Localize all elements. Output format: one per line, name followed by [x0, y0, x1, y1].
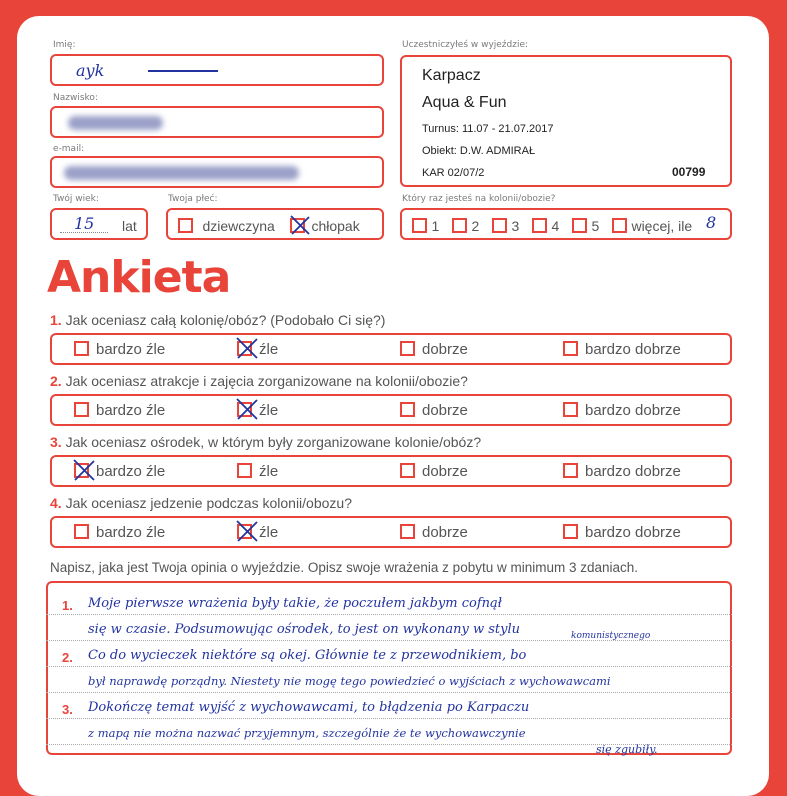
answer-option-4[interactable] [563, 463, 681, 480]
raz-label-2: 2 [471, 217, 480, 234]
checkbox[interactable] [237, 463, 252, 478]
opinion-line-3: Co do wycieczek niektóre są okej. Głównie te z przewodnikiem, bo [88, 648, 527, 663]
checkbox[interactable] [237, 341, 252, 356]
plec-dziewczyna-label: dziewczyna [202, 217, 275, 234]
answer-option-3[interactable] [400, 341, 468, 358]
answer-row-1 [50, 333, 732, 365]
answer-label: źle [259, 402, 279, 419]
camp-obiekt: Obiekt: D.W. ADMIRAŁ [422, 145, 536, 157]
opinion-line-1: Moje pierwsze wrażenia były takie, że poczułem jakbym cofnął [88, 596, 502, 611]
checkbox[interactable] [612, 218, 627, 233]
answer-option-3[interactable] [400, 524, 468, 541]
line-number-2: 2. [62, 650, 73, 665]
line-number-1: 1. [62, 598, 73, 613]
checkbox[interactable] [178, 218, 193, 233]
checkbox[interactable] [74, 524, 89, 539]
answer-row-2 [50, 394, 732, 426]
checkbox[interactable] [412, 218, 427, 233]
plec-chlopak[interactable] [290, 217, 360, 235]
question-4 [50, 495, 352, 511]
answer-option-2[interactable] [237, 341, 278, 358]
camp-name: Aqua & Fun [422, 94, 507, 111]
imie-value: ayk [76, 61, 105, 80]
answer-option-1[interactable] [74, 524, 165, 541]
checkbox[interactable] [290, 218, 305, 233]
ktory-raz-field [400, 208, 732, 240]
question-text: Jak oceniasz ośrodek, w którym były zorganizowane kolonie/obóz? [65, 434, 482, 450]
answer-label: bardzo źle [96, 463, 166, 480]
wiek-field[interactable] [50, 208, 148, 240]
plec-chlopak-label: chłopak [311, 217, 360, 234]
answer-label: bardzo źle [96, 524, 166, 541]
check-x-icon [236, 337, 258, 359]
camp-turnus: Turnus: 11.07 - 21.07.2017 [422, 123, 554, 135]
checkbox[interactable] [532, 218, 547, 233]
opinion-line-2: się w czasie. Podsumowując ośrodek, to jest on wykonany w stylu [88, 622, 520, 637]
opinion-prompt: Napisz, jaka jest Twoja opinia o wyjeździe. Opisz swoje wrażenia z pobytu w minimum 3 zdaniach. [50, 560, 639, 575]
answer-option-4[interactable] [563, 524, 681, 541]
checkbox[interactable] [74, 463, 89, 478]
question-number: 2. [50, 373, 62, 389]
raz-option-3[interactable] [492, 217, 519, 235]
answer-label: źle [259, 341, 279, 358]
insert-note: komunistycznego [571, 631, 651, 641]
plec-field [166, 208, 384, 240]
check-x-icon [236, 398, 258, 420]
opinion-line-4: był naprawdę porządny. Niestety nie mogę tego powiedzieć o wyjściach z wychowawcami [88, 674, 611, 688]
raz-option-more[interactable] [612, 217, 692, 235]
answer-label: bardzo dobrze [585, 341, 681, 358]
opinion-line-5: Dokończę temat wyjść z wychowawcami, to błądzenia po Karpaczu [88, 700, 530, 715]
answer-label: dobrze [422, 402, 468, 419]
raz-label-1: 1 [431, 217, 440, 234]
opinion-lines [46, 583, 732, 756]
ktory-raz-label: Który raz jesteś na kolonii/obozie? [402, 194, 556, 204]
email-label: e-mail: [53, 144, 85, 154]
checkbox[interactable] [563, 341, 578, 356]
checkbox[interactable] [563, 402, 578, 417]
answer-label: bardzo źle [96, 402, 166, 419]
check-x-icon [236, 520, 258, 542]
nazwisko-label: Nazwisko: [53, 93, 98, 103]
page-title: Ankieta [47, 252, 231, 303]
answer-option-2[interactable] [237, 463, 278, 480]
raz-more-value: 8 [706, 213, 717, 232]
question-number: 4. [50, 495, 62, 511]
answer-label: bardzo źle [96, 341, 166, 358]
camp-number: 00799 [672, 165, 706, 179]
answer-label: bardzo dobrze [585, 524, 681, 541]
question-text: Jak oceniasz jedzenie podczas kolonii/obozu? [65, 495, 352, 511]
wiek-label: Twój wiek: [53, 194, 99, 204]
question-2 [50, 373, 468, 389]
answer-row-4 [50, 516, 732, 548]
answer-option-1[interactable] [74, 463, 165, 480]
answer-label: dobrze [422, 463, 468, 480]
wiek-suffix: lat [122, 218, 137, 234]
question-text: Jak oceniasz atrakcje i zajęcia zorganizowane na kolonii/obozie? [65, 373, 468, 389]
answer-option-3[interactable] [400, 463, 468, 480]
plec-dziewczyna[interactable] [178, 217, 275, 235]
crossed-out-word [148, 70, 218, 72]
answer-option-4[interactable] [563, 341, 681, 358]
answer-label: źle [259, 463, 279, 480]
check-x-icon [73, 459, 95, 481]
answer-option-2[interactable] [237, 524, 278, 541]
imie-label: Imię: [53, 40, 76, 50]
answer-option-1[interactable] [74, 402, 165, 419]
wiek-value: 15 [74, 214, 95, 233]
answer-option-2[interactable] [237, 402, 278, 419]
checkbox[interactable] [237, 524, 252, 539]
imie-field[interactable] [50, 54, 384, 86]
redacted-surname [68, 116, 163, 130]
raz-option-2[interactable] [452, 217, 479, 235]
opinion-line-6: z mapą nie można nazwać przyjemnym, szczególnie że te wychowawczynie [88, 726, 526, 740]
check-x-icon [289, 214, 311, 236]
checkbox[interactable] [492, 218, 507, 233]
line-number-3: 3. [62, 702, 73, 717]
checkbox[interactable] [563, 524, 578, 539]
redacted-email [64, 166, 299, 180]
checkbox[interactable] [237, 402, 252, 417]
answer-label: źle [259, 524, 279, 541]
checkbox[interactable] [452, 218, 467, 233]
plec-label: Twoja płeć: [168, 194, 218, 204]
opinion-line-7: się zgubiły. [596, 743, 658, 756]
camp-code: KAR 02/07/2 [422, 167, 485, 179]
question-3 [50, 434, 481, 450]
question-number: 1. [50, 312, 62, 328]
answer-option-3[interactable] [400, 402, 468, 419]
answer-label: dobrze [422, 341, 468, 358]
raz-label-3: 3 [511, 217, 520, 234]
checkbox[interactable] [400, 341, 415, 356]
raz-option-4[interactable] [532, 217, 559, 235]
checkbox[interactable] [400, 463, 415, 478]
checkbox[interactable] [572, 218, 587, 233]
nazwisko-field[interactable] [50, 106, 384, 138]
uczestnictwo-label: Uczestniczyłeś w wyjeździe: [402, 40, 529, 50]
checkbox[interactable] [74, 341, 89, 356]
camp-info-box [400, 55, 732, 187]
answer-option-4[interactable] [563, 402, 681, 419]
checkbox[interactable] [74, 402, 89, 417]
question-1 [50, 312, 385, 328]
answer-label: bardzo dobrze [585, 463, 681, 480]
camp-city: Karpacz [422, 67, 481, 84]
checkbox[interactable] [563, 463, 578, 478]
answer-label: bardzo dobrze [585, 402, 681, 419]
checkbox[interactable] [400, 524, 415, 539]
email-field[interactable] [50, 156, 384, 188]
answer-row-3 [50, 455, 732, 487]
raz-more-label: więcej, ile [631, 217, 693, 234]
question-text: Jak oceniasz całą kolonię/obóz? (Podobało Ci się?) [65, 312, 386, 328]
question-number: 3. [50, 434, 62, 450]
raz-label-4: 4 [551, 217, 560, 234]
raz-option-1[interactable] [412, 217, 439, 235]
raz-option-5[interactable] [572, 217, 599, 235]
answer-label: dobrze [422, 524, 468, 541]
raz-label-5: 5 [591, 217, 600, 234]
answer-option-1[interactable] [74, 341, 165, 358]
checkbox[interactable] [400, 402, 415, 417]
